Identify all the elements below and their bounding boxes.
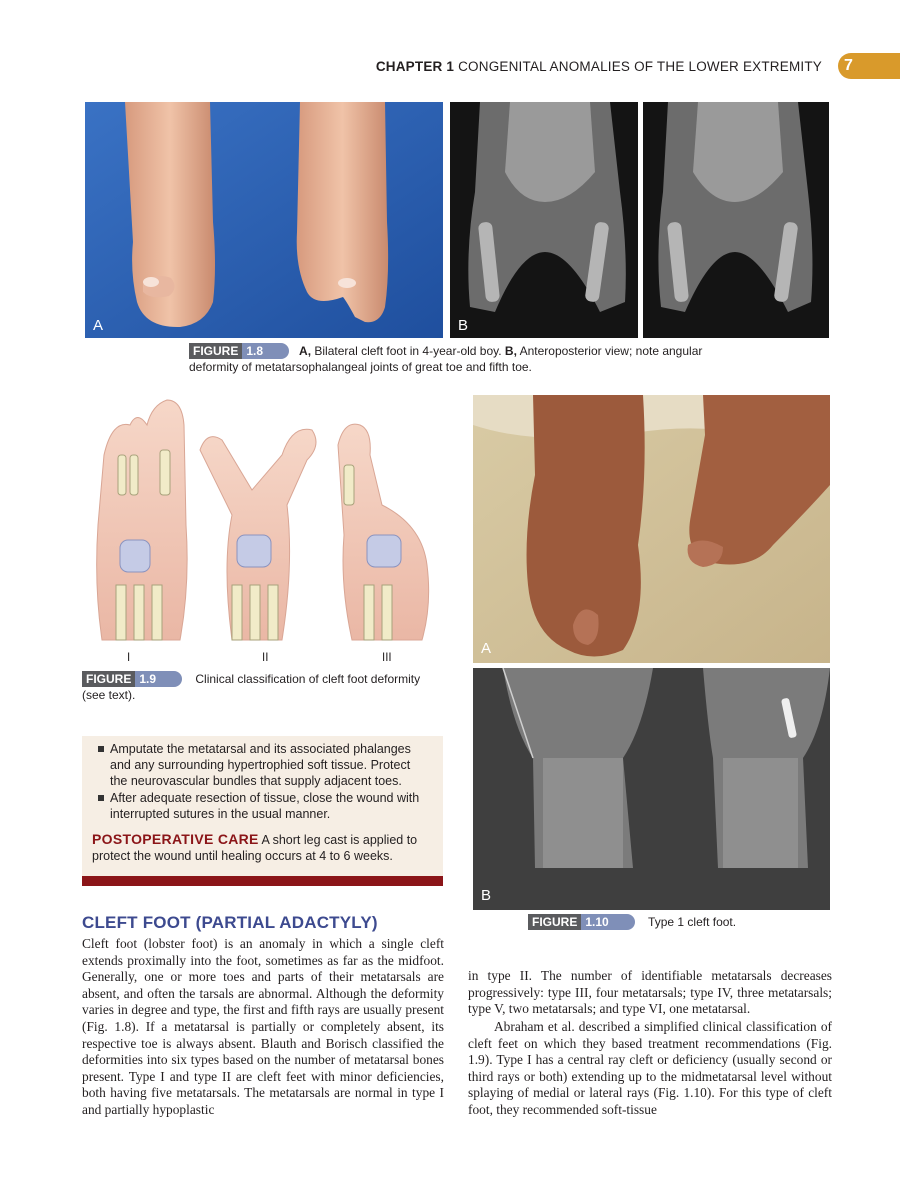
postop-heading: POSTOPERATIVE CARE [92, 831, 259, 847]
figure-1-10-xray [473, 668, 830, 910]
xray-right-image [643, 102, 829, 338]
figure-1-10-photo [473, 395, 830, 663]
caption-b-marker: B, [504, 344, 517, 358]
figure-tag-word: FIGURE [528, 914, 581, 930]
type-1-cleft-foot-photo [473, 395, 830, 663]
caption-text: Clinical classification of cleft foot deformity (see text). [82, 672, 421, 702]
chapter-number: CHAPTER 1 [375, 59, 455, 74]
xray-left-image [450, 102, 638, 338]
figure-tag [528, 914, 635, 930]
caption-b-text: Anteroposterior view; note angular deformity of metatarsophalangeal joints of great toe and fifth toe. [189, 344, 703, 374]
box-bottom-bar [82, 876, 443, 886]
panel-label-a: A [481, 640, 492, 657]
technique-box [82, 736, 443, 876]
figure-1-8-caption [189, 343, 749, 375]
type-1-cleft-foot-xray [473, 668, 830, 910]
page-number: 7 [838, 53, 900, 79]
figure-1-9-illustration [82, 395, 444, 655]
body-paragraph-1: Cleft foot (lobster foot) is an anomaly in which a single cleft extends proximally into the foot, sometimes as far as the midfoot. Generally, one or more toes and parts of their metatarsals are absent, and often the tarsals are abnormal. Although the deformity varies in degree and type, the first and fifth rays are usually present (Fig. 1.8). If a metatarsal is partially or completely absent, its respective toe is always absent. Blauth and Borisch classified the deformities into six types based on the number of metatarsal bones present. Type I and type II are cleft feet with minor deficiencies, both having five metatarsals. The metatarsals are normal in type I and partially hypoplastic [82, 936, 444, 1117]
figure-tag-word: FIGURE [82, 671, 135, 687]
figure-1-8-xray-left [450, 102, 638, 338]
caption-a-text: Bilateral cleft foot in 4-year-old boy. [311, 344, 505, 358]
type-label-i: I [127, 652, 131, 664]
type-label-iii: III [382, 652, 392, 664]
running-header [376, 59, 822, 74]
figure-1-10-caption [528, 914, 828, 930]
figure-number: 1.10 [581, 914, 634, 930]
figure-1-9-caption [82, 671, 446, 703]
figure-1-8-photo [85, 102, 443, 338]
technique-steps [92, 741, 426, 822]
figure-1-8-xray-right [643, 102, 829, 338]
postoperative-care [92, 831, 426, 864]
panel-label-b: B [458, 317, 469, 334]
caption-a-marker: A, [299, 344, 312, 358]
figure-tag [82, 671, 182, 687]
technique-step: Amputate the metatarsal and its associated phalanges and any surrounding hypertrophied soft tissue. Protect the neurovascular bundles that supply adjacent toes. [92, 741, 426, 789]
figure-number: 1.9 [135, 671, 182, 687]
panel-label-b: B [481, 887, 492, 904]
figure-number: 1.8 [242, 343, 289, 359]
figure-tag-word: FIGURE [189, 343, 242, 359]
bilateral-cleft-feet-photo [85, 102, 443, 338]
technique-step: After adequate resection of tissue, close the wound with interrupted sutures in the usual manner. [92, 790, 426, 822]
section-title: CLEFT FOOT (PARTIAL ADACTYLY) [82, 913, 378, 932]
chapter-title: CONGENITAL ANOMALIES OF THE LOWER EXTREMITY [458, 59, 822, 74]
caption-text: Type 1 cleft foot. [648, 915, 737, 929]
type-label-ii: II [262, 652, 269, 664]
cleft-foot-classification-drawing [82, 395, 444, 655]
figure-tag [189, 343, 289, 359]
panel-label-a: A [93, 317, 104, 334]
body-paragraph-1-continued: in type II. The number of identifiable metatarsals decreases progressively: type III, four metatarsals; type IV, three metatarsals; type V, two metatarsals; and type VI, one metatarsal. [468, 968, 832, 1017]
body-paragraph-2: Abraham et al. described a simplified clinical classification of cleft feet on which they based treatment recommendations (Fig. 1.9). Type I has a central ray cleft or deficiency (usually second or third rays or both) extending up to the midmetatarsal level without splaying of medial or lateral rays (Fig. 1.10). For this type of cleft foot, they recommended soft-tissue [468, 1019, 832, 1117]
postop-text: A short leg cast is applied to protect the wound until healing occurs at 4 to 6 weeks. [92, 833, 418, 863]
